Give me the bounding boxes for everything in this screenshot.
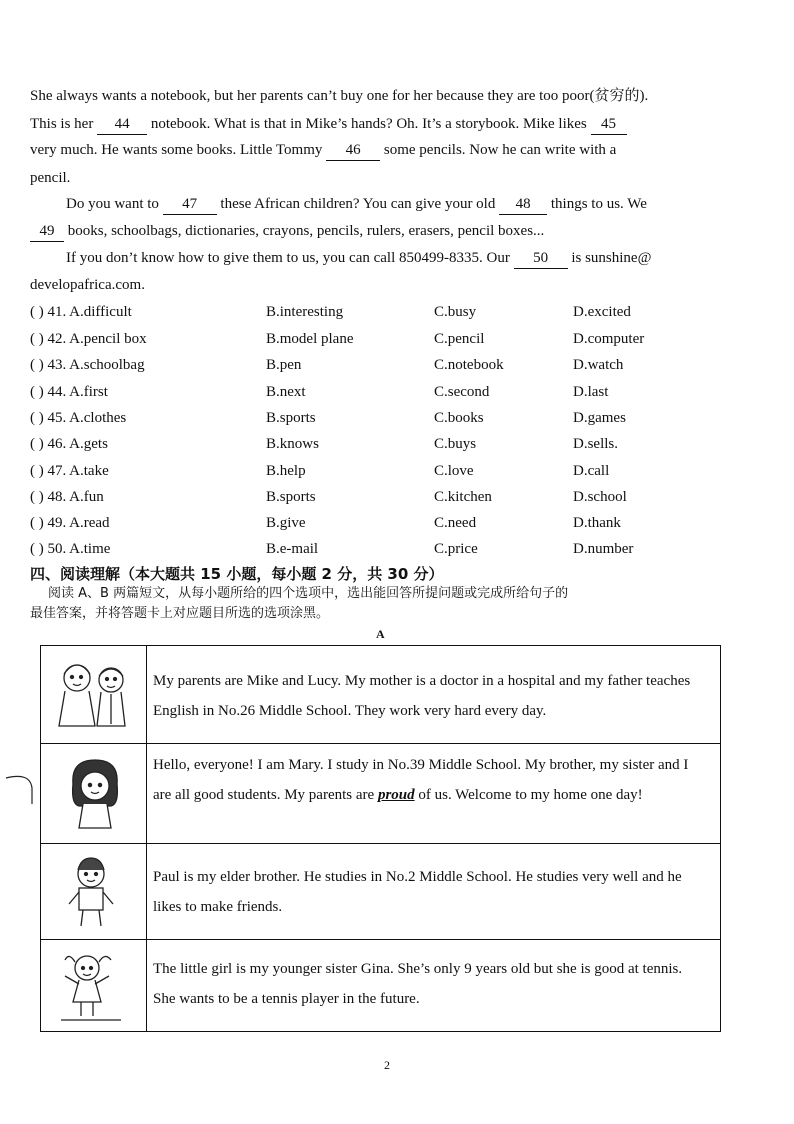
question-number: ( ) 45. A.clothes [30, 410, 127, 426]
parents-picture [41, 646, 147, 743]
question-number: ( ) 50. A.time [30, 541, 111, 557]
option-c: C.kitchen [434, 489, 492, 505]
passage-line-3 [30, 140, 616, 161]
margin-mark [0, 770, 40, 810]
option-c: C.notebook [434, 357, 504, 373]
question-number: ( ) 48. A.fun [30, 489, 104, 505]
option-d: D.number [573, 541, 634, 557]
option-row-44 [30, 382, 710, 402]
row-text: Paul is my elder brother. He studies in No.2 Middle School. He studies very well and he likes to make friends. [153, 869, 682, 915]
option-c: C.love [434, 463, 474, 479]
option-c: C.price [434, 541, 478, 557]
passage-line-4: pencil. [30, 170, 71, 186]
blank-50: 50 [514, 248, 568, 269]
option-d: D.excited [573, 304, 631, 320]
row-text-part: of us. Welcome to my home one day! [418, 787, 643, 803]
passage-text: If you don’t know how to give them to us, you can call 850499-8335. Our [66, 250, 510, 266]
option-c: C.pencil [434, 331, 485, 347]
option-row-50 [30, 539, 710, 559]
parents-drawing-icon [41, 646, 147, 742]
blank-44: 44 [97, 114, 147, 135]
option-d: D.sells. [573, 436, 618, 452]
girl-drawing-icon [41, 744, 147, 842]
instructions-line-2: 最佳答案，并将答题卡上对应题目所选的选项涂黑。 [30, 606, 330, 621]
instructions-line-1: 阅读 A、B 两篇短文，从每小题所给的四个选项中，选出能回答所提问题或完成所给句子的 [48, 586, 569, 601]
word-proud: proud [377, 787, 415, 803]
option-d: D.school [573, 489, 627, 505]
passage-line-2 [30, 114, 627, 135]
table-row [41, 646, 720, 744]
blank-46: 46 [326, 140, 380, 161]
question-number: ( ) 46. A.gets [30, 436, 108, 452]
question-number: ( ) 49. A.read [30, 515, 110, 531]
blank-48: 48 [499, 194, 547, 215]
option-d: D.games [573, 410, 626, 426]
blank-45: 45 [591, 114, 627, 135]
option-b: B.sports [266, 410, 316, 426]
option-d: D.last [573, 384, 609, 400]
option-row-48 [30, 487, 710, 507]
passage-text: notebook. What is that in Mike’s hands? Oh. It’s a storybook. Mike likes [150, 116, 587, 132]
question-number: ( ) 43. A.schoolbag [30, 357, 145, 373]
passage-line-5 [66, 194, 647, 215]
blank-49: 49 [30, 221, 64, 242]
option-d: D.watch [573, 357, 624, 373]
row-text-part: Hello, everyone! I am Mary. I study in No.39 Middle School. My brother, my sister and I are all good students. My parents are [153, 757, 689, 803]
passage-line-7 [66, 248, 651, 269]
option-row-42 [30, 329, 710, 349]
option-b: B.give [266, 515, 306, 531]
option-row-47 [30, 461, 710, 481]
page-number: 2 [384, 1058, 390, 1072]
passage-text: books, schoolbags, dictionaries, crayons, pencils, rulers, erasers, pencil boxes... [67, 223, 545, 239]
option-row-41 [30, 302, 710, 322]
option-c: C.busy [434, 304, 477, 320]
passage-line-6 [30, 221, 544, 242]
question-number: ( ) 41. A.difficult [30, 304, 132, 320]
option-d: D.call [573, 463, 610, 479]
option-row-45 [30, 408, 710, 428]
passage-text: is sunshine@ [571, 250, 652, 266]
little-girl-drawing-icon [41, 940, 147, 1029]
row-text: My parents are Mike and Lucy. My mother is a doctor in a hospital and my father teaches English in No.26 Middle School. They work very hard every day. [153, 673, 691, 719]
table-row [41, 940, 720, 1031]
passage-text: very much. He wants some books. Little Tommy [30, 142, 323, 158]
option-b: B.interesting [266, 304, 344, 320]
passage-line-8: developafrica.com. [30, 277, 145, 293]
table-row [41, 744, 720, 844]
family-table [40, 645, 721, 1032]
passage-text: these African children? You can give your old [220, 196, 496, 212]
option-b: B.help [266, 463, 306, 479]
passage-line-1: She always wants a notebook, but her parents can’t buy one for her because they are too poor(贫穷的). [30, 88, 649, 104]
option-row-49 [30, 513, 710, 533]
option-b: B.sports [266, 489, 316, 505]
boy-drawing-icon [41, 844, 147, 938]
blank-47: 47 [163, 194, 217, 215]
passage-text: some pencils. Now he can write with a [383, 142, 617, 158]
option-b: B.knows [266, 436, 319, 452]
table-row [41, 844, 720, 940]
option-b: B.next [266, 384, 306, 400]
option-b: B.e-mail [266, 541, 319, 557]
mary-picture [41, 744, 147, 843]
question-number: ( ) 47. A.take [30, 463, 109, 479]
passage-label: A [376, 627, 385, 641]
option-d: D.thank [573, 515, 621, 531]
passage-text: Do you want to [66, 196, 159, 212]
passage-text: things to us. We [550, 196, 647, 212]
option-row-46 [30, 434, 710, 454]
option-c: C.need [434, 515, 477, 531]
question-number: ( ) 44. A.first [30, 384, 108, 400]
question-number: ( ) 42. A.pencil box [30, 331, 147, 347]
option-d: D.computer [573, 331, 645, 347]
passage-text: This is her [30, 116, 94, 132]
option-c: C.buys [434, 436, 477, 452]
row-text [153, 750, 704, 810]
gina-picture [41, 940, 147, 1031]
row-text: The little girl is my younger sister Gina. She’s only 9 years old but she is good at tennis. She wants to be a tennis player in the future. [153, 961, 683, 1007]
option-b: B.model plane [266, 331, 354, 347]
option-c: C.second [434, 384, 490, 400]
option-row-43 [30, 355, 710, 375]
option-b: B.pen [266, 357, 302, 373]
paul-picture [41, 844, 147, 939]
option-c: C.books [434, 410, 484, 426]
section-heading: 四、阅读理解（本大题共 15 小题，每小题 2 分，共 30 分） [30, 565, 444, 583]
